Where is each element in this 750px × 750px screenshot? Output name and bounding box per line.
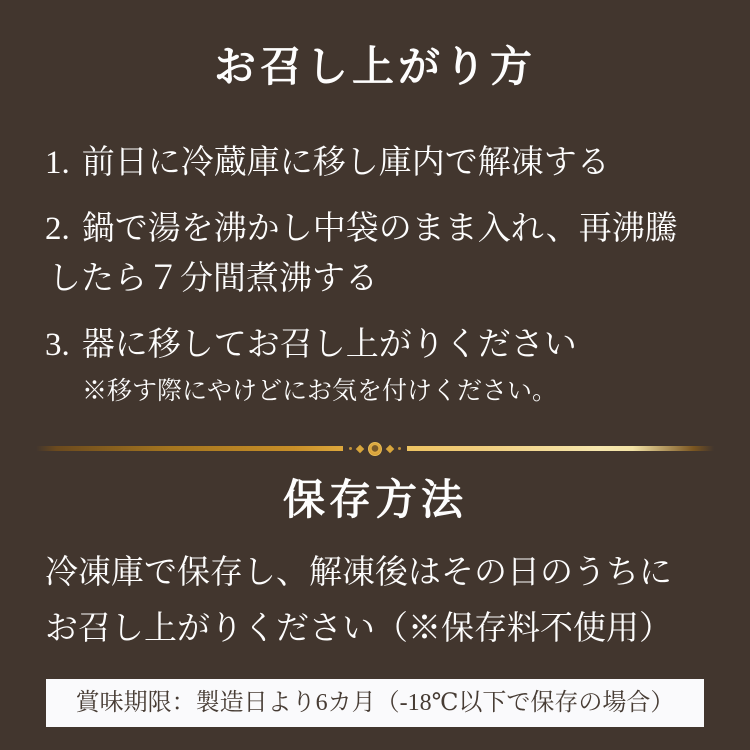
step-3-number: 3. — [45, 327, 70, 363]
step-2 — [45, 204, 712, 304]
shelf-life-text: 賞味期限：製造日より6カ月（-18℃以下で保存の場合） — [75, 690, 675, 716]
step-2-number: 2. — [45, 211, 70, 247]
divider-ornament-icon — [343, 442, 407, 456]
step-1 — [45, 138, 712, 188]
ornament-dot-icon — [349, 447, 352, 450]
step-2-text-line1: 鍋で湯を沸かし中袋のまま入れ、再沸騰 — [81, 211, 678, 247]
step-1-text: 前日に冷蔵庫に移し庫内で解凍する — [81, 145, 610, 181]
ornament-ring-icon — [368, 442, 382, 456]
storage-title: 保存方法 — [282, 478, 467, 524]
serving-title: お召し上がり方 — [213, 45, 536, 91]
ornament-dot-icon — [398, 447, 401, 450]
ornament-diamond-icon — [386, 444, 394, 452]
serving-caution-note: ※移す際にやけどにお気を付けください。 — [82, 378, 558, 405]
step-1-number: 1. — [45, 145, 70, 181]
storage-line-2: お召し上がりください（※保存料不使用） — [45, 611, 672, 647]
step-3-text: 器に移してお召し上がりください — [81, 327, 577, 363]
storage-line-1: 冷凍庫で保存し、解凍後はその日のうちに — [45, 555, 672, 591]
ornament-diamond-icon — [356, 444, 364, 452]
step-2-text-line2: したら７分間煮沸する — [48, 261, 378, 297]
step-3 — [45, 320, 712, 370]
serving-steps — [45, 138, 712, 410]
gold-divider — [36, 446, 714, 451]
storage-description — [45, 545, 712, 657]
shelf-life-box — [46, 679, 704, 727]
